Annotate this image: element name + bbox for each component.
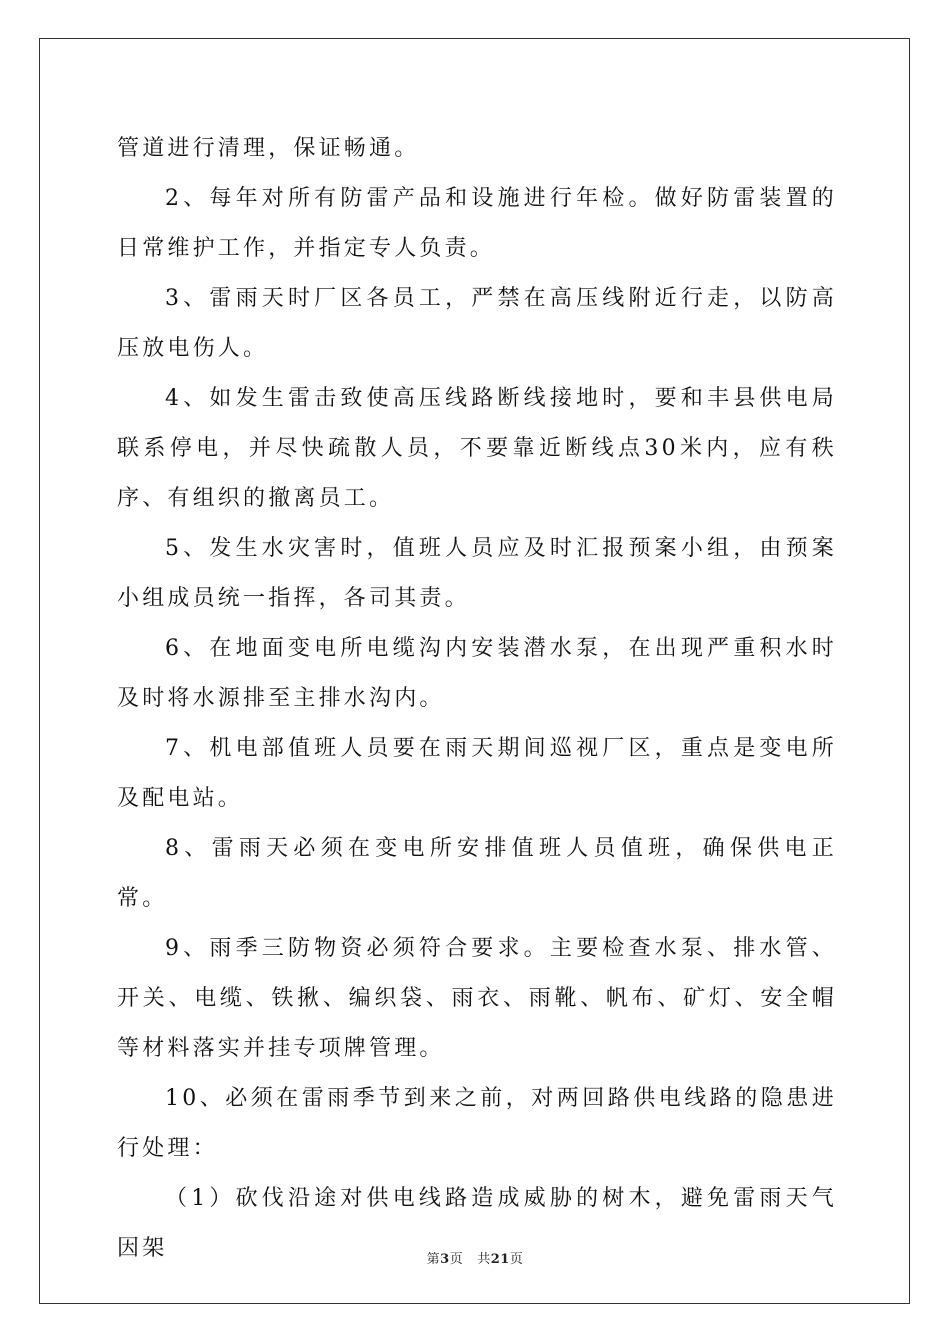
total-suffix: 页 bbox=[509, 1252, 524, 1267]
page-suffix: 页 bbox=[449, 1252, 464, 1267]
total-pages: 21 bbox=[490, 1252, 510, 1267]
paragraph: 4、如发生雷击致使高压线路断线接地时，要和丰县供电局联系停电，并尽快疏散人员，不要靠近断线点30米内，应有秩序、有组织的撤离员工。 bbox=[117, 386, 837, 511]
page-number: 3 bbox=[440, 1252, 450, 1267]
paragraph: 10、必须在雷雨季节到来之前，对两回路供电线路的隐患进行处理： bbox=[117, 1086, 837, 1161]
paragraph: 5、发生水灾害时，值班人员应及时汇报预案小组，由预案小组成员统一指挥，各司其责。 bbox=[117, 536, 837, 611]
paragraph: 8、雷雨天必须在变电所安排值班人员值班，确保供电正常。 bbox=[117, 836, 837, 911]
document-body bbox=[117, 124, 837, 1274]
page-prefix: 第 bbox=[426, 1252, 441, 1267]
paragraph: （1）砍伐沿途对供电线路造成威胁的树木，避免雷雨天气因架 bbox=[117, 1186, 837, 1261]
total-prefix: 共 bbox=[477, 1252, 491, 1267]
paragraph: 9、雨季三防物资必须符合要求。主要检查水泵、排水管、开关、电缆、铁揪、编织袋、雨衣、雨靴、帆布、矿灯、安全帽等材料落实并挂专项牌管理。 bbox=[117, 936, 837, 1061]
paragraph: 3、雷雨天时厂区各员工，严禁在高压线附近行走，以防高压放电伤人。 bbox=[117, 286, 837, 361]
paragraph: 7、机电部值班人员要在雨天期间巡视厂区，重点是变电所及配电站。 bbox=[117, 736, 837, 811]
paragraph: 2、每年对所有防雷产品和设施进行年检。做好防雷装置的日常维护工作，并指定专人负责。 bbox=[117, 186, 837, 261]
paragraph: 6、在地面变电所电缆沟内安装潜水泵，在出现严重积水时及时将水源排至主排水沟内。 bbox=[117, 636, 837, 711]
page-footer bbox=[0, 1248, 950, 1267]
paragraph: 管道进行清理，保证畅通。 bbox=[117, 136, 420, 161]
